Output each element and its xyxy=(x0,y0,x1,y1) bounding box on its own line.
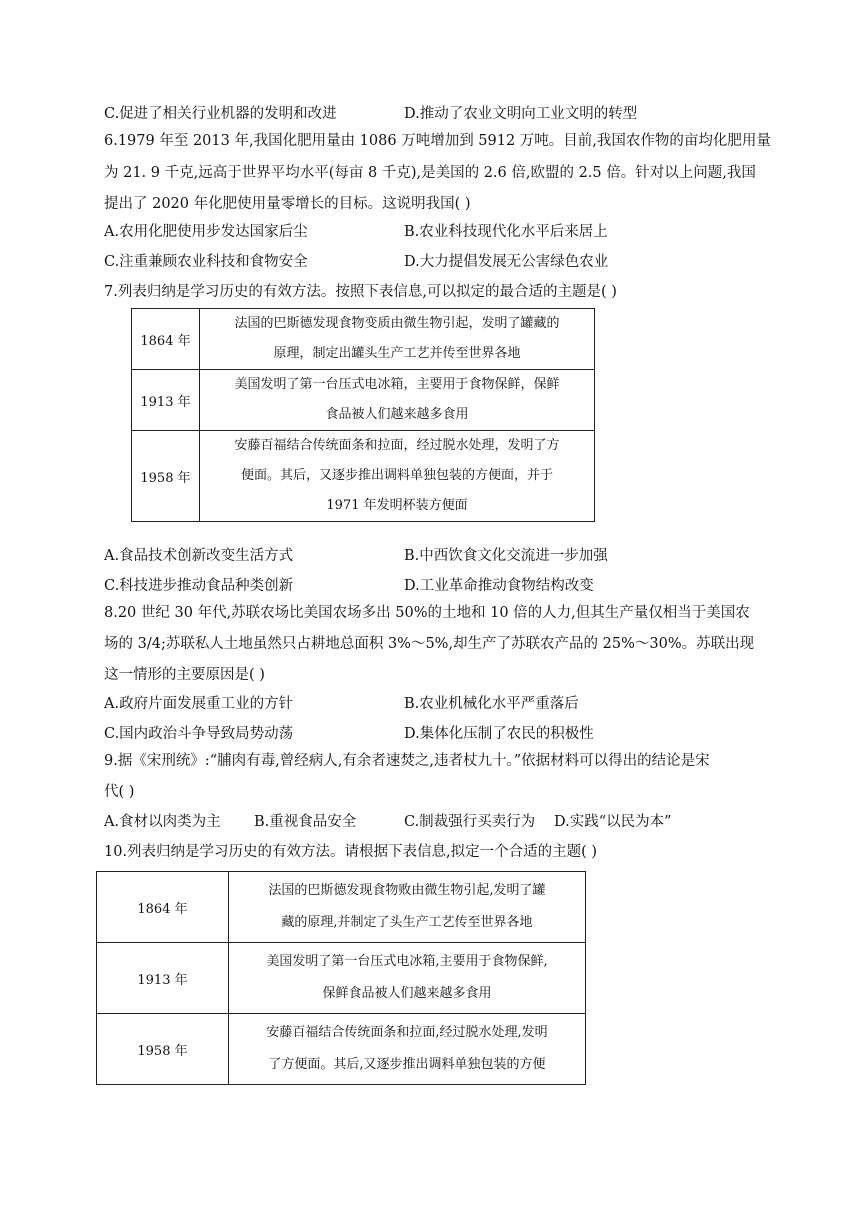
q8-stem-line2: 场的 3/4;苏联私人土地虽然只占耕地总面积 3%～5%,却生产了苏联农产品的 25%～30%。苏联出现 xyxy=(104,636,755,652)
content-cell xyxy=(200,431,595,522)
year-cell: 1864 年 xyxy=(97,872,229,943)
content-line: 藏的原理,并制定了头生产工艺传至世界各地 xyxy=(281,915,533,930)
content-cell xyxy=(229,1014,586,1085)
q6-stem-line2: 为 21. 9 千克,远高于世界平均水平(每亩 8 千克),是美国的 2.6 倍,欧盟的 2.5 倍。针对以上问题,我国 xyxy=(104,165,756,181)
q8-option-c: C.国内政治斗争导致局势动荡 xyxy=(104,726,294,742)
content-line: 安藤百福结合传统面条和拉面,经过脱水处理,发明 xyxy=(266,1025,548,1040)
year-cell: 1958 年 xyxy=(97,1014,229,1085)
q7-option-b: B.中西饮食文化交流进一步加强 xyxy=(404,548,608,564)
content-line: 食品被人们越来越多食用 xyxy=(325,407,469,422)
table-row xyxy=(132,431,595,522)
q9-stem-line1: 9.据《宋刑统》:“脯肉有毒,曾经病人,有余者速焚之,违者杖九十。”依据材料可以得出的结论是宋 xyxy=(104,753,710,769)
year-cell: 1913 年 xyxy=(97,943,229,1014)
content-line: 原理，制定出罐头生产工艺并传至世界各地 xyxy=(273,346,521,361)
q8-option-b: B.农业机械化水平严重落后 xyxy=(404,696,579,712)
q6-stem-line3: 提出了 2020 年化肥使用量零增长的目标。这说明我国( ) xyxy=(104,196,471,212)
q7-stem: 7.列表归纳是学习历史的有效方法。按照下表信息,可以拟定的最合适的主题是( ) xyxy=(104,284,617,300)
content-line: 1971 年发明杯装方便面 xyxy=(326,498,468,513)
content-cell xyxy=(200,309,595,370)
q7-table xyxy=(131,308,595,522)
q8-stem-line3: 这一情形的主要原因是( ) xyxy=(104,667,265,683)
q6-stem-line1: 6.1979 年至 2013 年,我国化肥用量由 1086 万吨增加到 5912 万吨。目前,我国农作物的亩均化肥用量 xyxy=(104,133,771,149)
q6-option-d: D.大力提倡发展无公害绿色农业 xyxy=(404,254,609,270)
q9-option-d: D.实践“以民为本” xyxy=(554,814,672,830)
q9-option-c: C.制裁强行买卖行为 xyxy=(404,814,536,830)
table-row xyxy=(97,943,586,1014)
table-row xyxy=(132,309,595,370)
q9-option-b: B.重视食品安全 xyxy=(254,814,357,830)
q5-option-d: D.推动了农业文明向工业文明的转型 xyxy=(404,106,638,122)
q6-option-c: C.注重兼顾农业科技和食物安全 xyxy=(104,254,308,270)
content-cell xyxy=(229,872,586,943)
q6-option-a: A.农用化肥使用步发达国家后尘 xyxy=(104,224,308,240)
content-line: 法国的巴斯德发现食物败由微生物引起,发明了罐 xyxy=(268,883,546,898)
q8-option-d: D.集体化压制了农民的积极性 xyxy=(404,726,594,742)
q7-option-d: D.工业革命推动食物结构改变 xyxy=(404,578,594,594)
q7-option-c: C.科技进步推动食品种类创新 xyxy=(104,578,294,594)
table-row xyxy=(97,1014,586,1085)
q7-option-a: A.食品技术创新改变生活方式 xyxy=(104,548,294,564)
content-line: 了方便面。其后,又逐步推出调料单独包装的方便 xyxy=(268,1057,546,1072)
content-line: 安藤百福结合传统面条和拉面，经过脱水处理，发明了方 xyxy=(234,438,560,453)
q6-option-b: B.农业科技现代化水平后来居上 xyxy=(404,224,608,240)
content-line: 法国的巴斯德发现食物变质由微生物引起，发明了罐藏的 xyxy=(234,316,560,331)
content-line: 便面。其后，又逐步推出调料单独包装的方便面，并于 xyxy=(240,468,553,483)
q9-stem-line2: 代( ) xyxy=(104,784,135,800)
content-cell xyxy=(200,370,595,431)
content-cell xyxy=(229,943,586,1014)
table-row xyxy=(97,872,586,943)
year-cell: 1958 年 xyxy=(132,431,200,522)
year-cell: 1864 年 xyxy=(132,309,200,370)
q8-stem-line1: 8.20 世纪 30 年代,苏联农场比美国农场多出 50%的土地和 10 倍的人力,但其生产量仅相当于美国农 xyxy=(104,605,750,621)
table-row xyxy=(132,370,595,431)
content-line: 美国发明了第一台压式电冰箱,主要用于食物保鲜, xyxy=(266,954,548,969)
q5-option-c: C.促进了相关行业机器的发明和改进 xyxy=(104,106,337,122)
q10-stem: 10.列表归纳是学习历史的有效方法。请根据下表信息,拟定一个合适的主题( ) xyxy=(104,844,598,860)
content-line: 美国发明了第一台压式电冰箱，主要用于食物保鲜，保鲜 xyxy=(234,377,560,392)
q10-table xyxy=(96,871,586,1085)
year-cell: 1913 年 xyxy=(132,370,200,431)
q8-option-a: A.政府片面发展重工业的方针 xyxy=(104,696,294,712)
q9-option-a: A.食材以肉类为主 xyxy=(104,814,221,830)
content-line: 保鲜食品被人们越来越多食用 xyxy=(322,986,492,1001)
